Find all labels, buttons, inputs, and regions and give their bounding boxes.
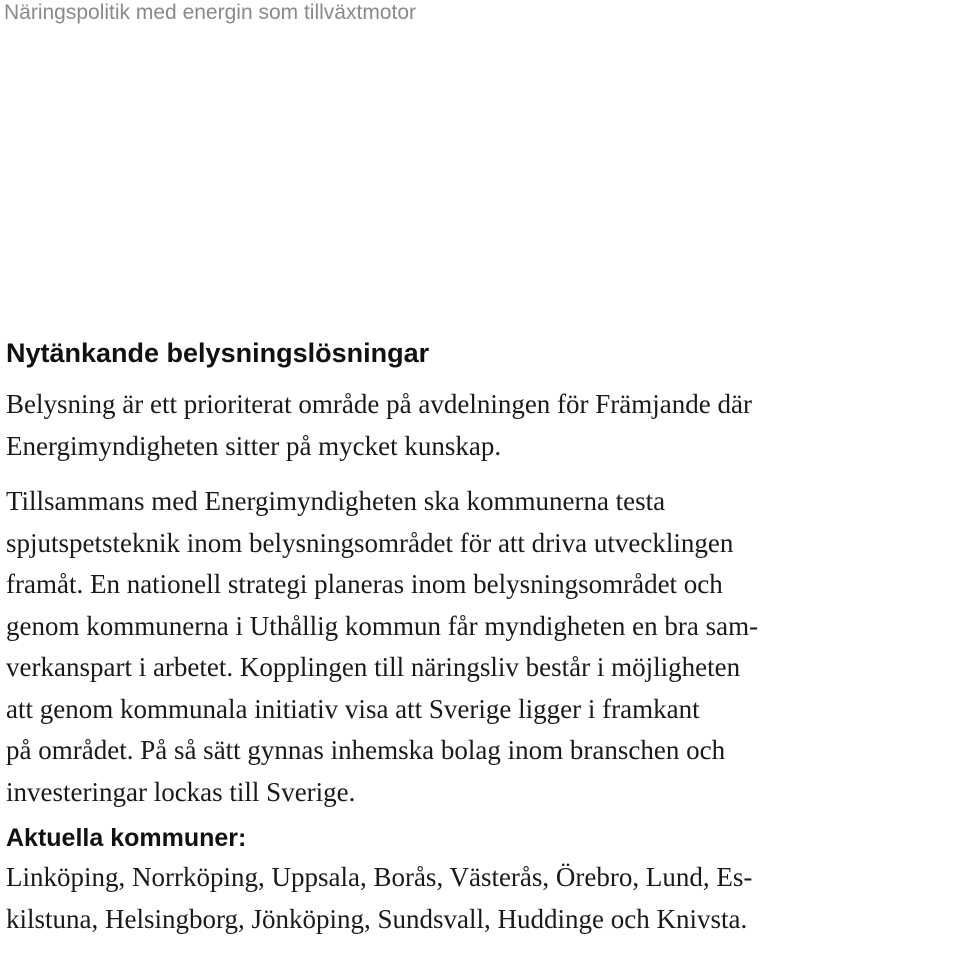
municipalities-heading: Aktuella kommuner: [6,824,247,852]
text-line: Tillsammans med Energimyndigheten ska kommunerna testa [6,486,666,516]
text-line: spjutspetsteknik inom belysningsområdet för att driva utvecklingen [6,527,734,558]
municipalities-paragraph [6,857,958,940]
section-body [6,384,958,813]
text-line: Belysning är ett prioriterat område på avdelningen för Främjande där [6,389,752,419]
text-line: Energimyndigheten sitter på mycket kunskap. [6,430,502,461]
text-line: framåt. En nationell strategi planeras inom belysningsområdet och [6,569,723,599]
section-heading: Nytänkande belysningslösningar [6,338,430,368]
text-line: genom kommunerna i Uthållig kommun får myndigheten en bra sam- [6,610,759,641]
text-line: verkanspart i arbetet. Kopplingen till näringsliv består i möjligheten [6,652,741,682]
text-line: Linköping, Norrköping, Uppsala, Borås, Västerås, Örebro, Lund, Es- [6,862,753,892]
strategy-paragraph [6,481,958,813]
running-header: Näringspolitik med energin som tillväxtmotor [4,1,416,24]
intro-paragraph [6,384,958,467]
text-line: på området. På så sätt gynnas inhemska bolag inom branschen och [6,735,726,765]
municipalities-list [6,857,958,940]
text-line: att genom kommunala initiativ visa att Sverige ligger i framkant [6,693,700,724]
lighting-section [6,334,958,940]
text-line: investeringar lockas till Sverige. [6,776,356,807]
text-line: kilstuna, Helsingborg, Jönköping, Sundsvall, Huddinge och Knivsta. [6,903,748,934]
